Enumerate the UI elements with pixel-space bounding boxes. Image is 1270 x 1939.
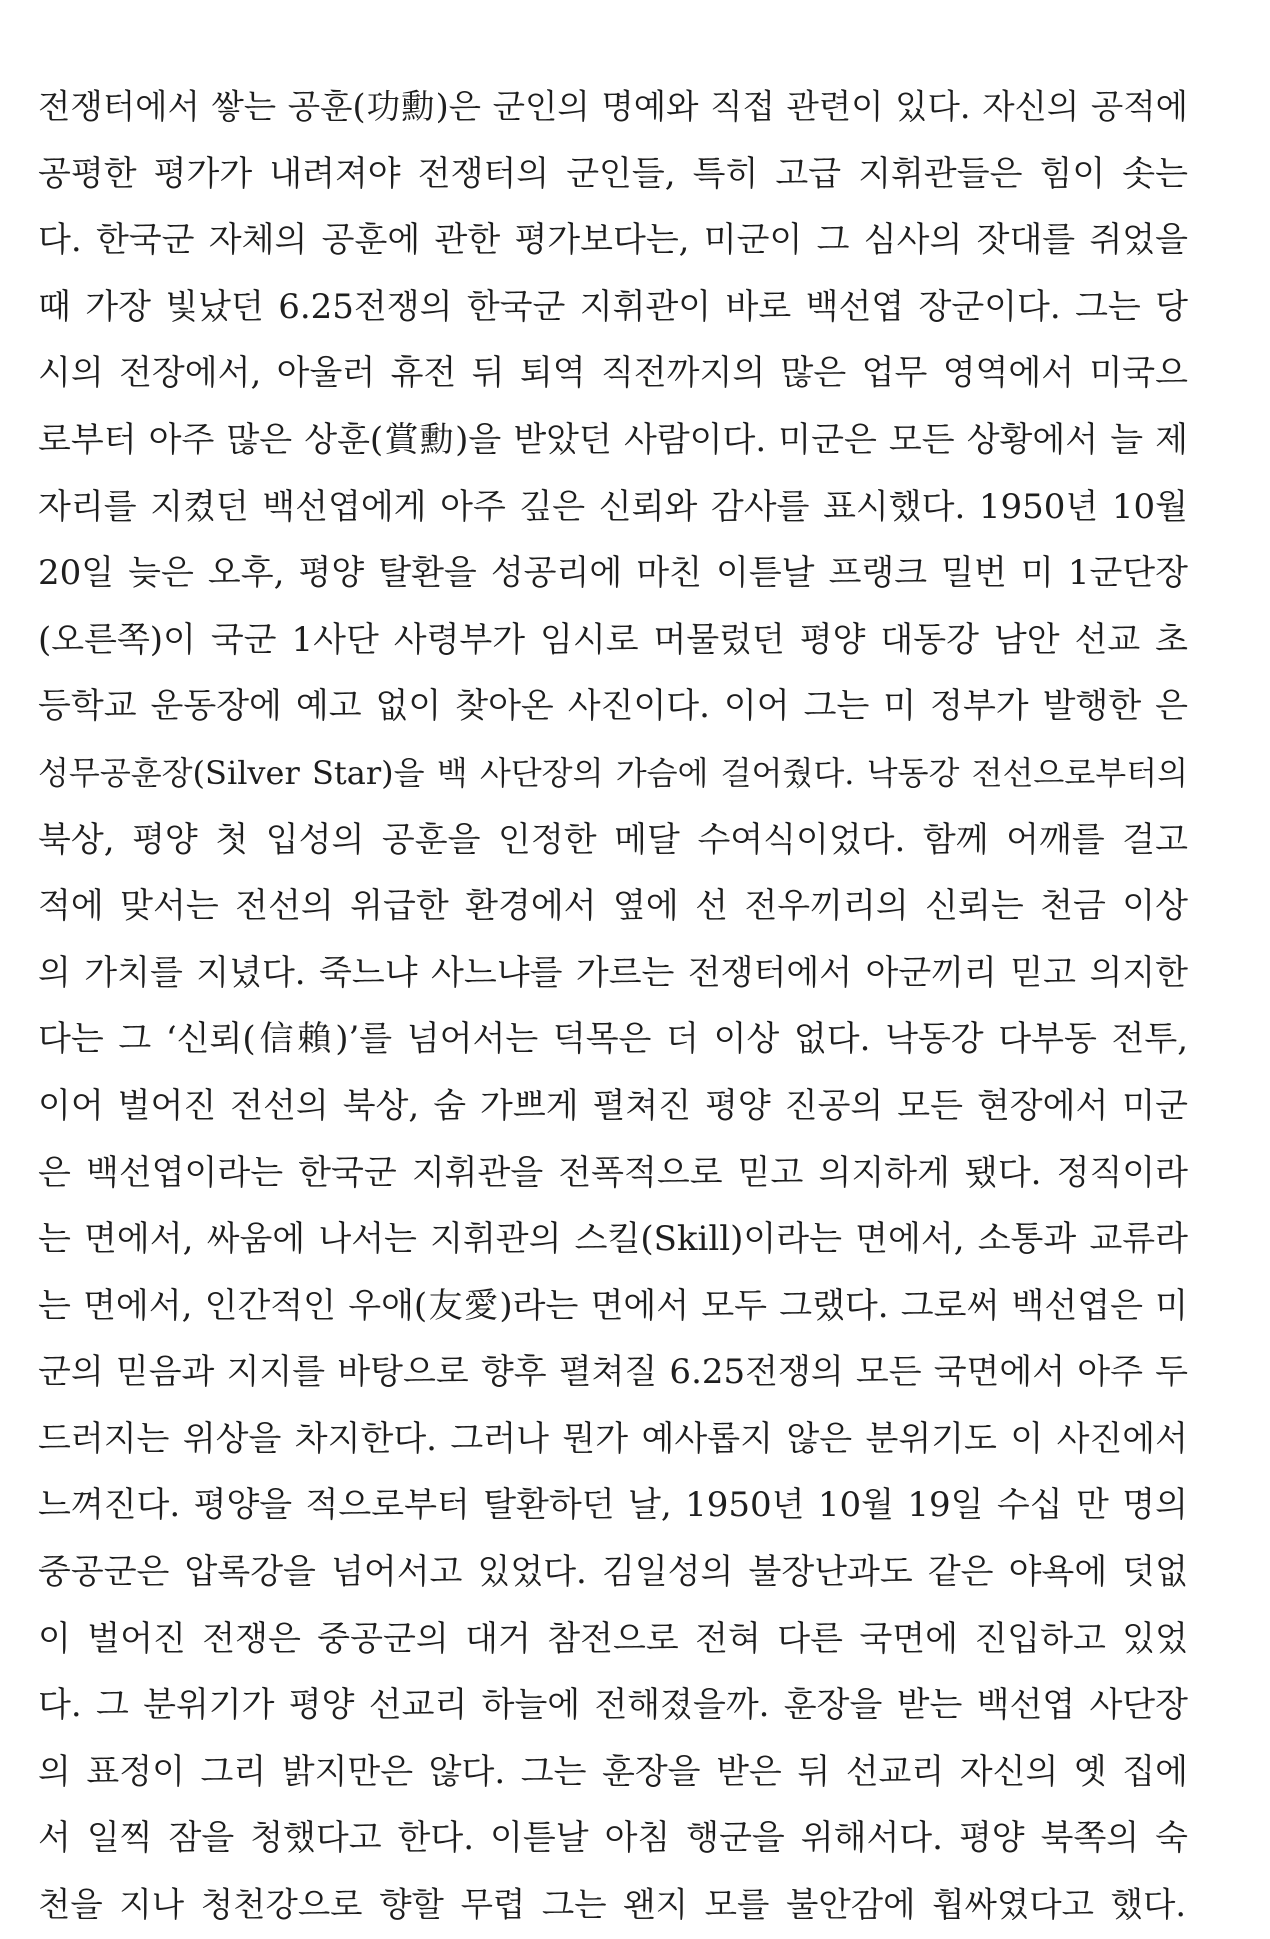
paragraph-line: 공평한 평가가 내려져야 전쟁터의 군인들, 특히 고급 지휘관들은 힘이 솟는: [38, 153, 1188, 194]
paragraph-line: 서 일찍 잠을 청했다고 한다. 이튿날 아침 행군을 위해서다. 평양 북쪽의 숙: [38, 1818, 1188, 1859]
paragraph-line: 북상, 평양 첫 입성의 공훈을 인정한 메달 수여식이었다. 함께 어깨를 걸고: [38, 819, 1188, 860]
paragraph-line: 이 벌어진 전쟁은 중공군의 대거 참전으로 전혀 다른 국면에 진입하고 있었: [38, 1618, 1188, 1659]
paragraph-line: (오른쪽)이 국군 1사단 사령부가 임시로 머물렀던 평양 대동강 남안 선교 초: [38, 619, 1188, 660]
paragraph-line: 드러지는 위상을 차지한다. 그러나 뭔가 예사롭지 않은 분위기도 이 사진에서: [38, 1418, 1188, 1459]
paragraph-line: 적에 맞서는 전선의 위급한 환경에서 옆에 선 전우끼리의 신뢰는 천금 이상: [38, 886, 1188, 927]
paragraph-line: 로부터 아주 많은 상훈(賞勳)을 받았던 사람이다. 미군은 모든 상황에서 늘 제: [38, 419, 1188, 460]
paragraph-line: 이어 벌어진 전선의 북상, 숨 가쁘게 펼쳐진 평양 진공의 모든 현장에서 미군: [38, 1085, 1188, 1126]
paragraph-line: 시의 전장에서, 아울러 휴전 뒤 퇴역 직전까지의 많은 업무 영역에서 미국으: [38, 353, 1188, 394]
paragraph-line: 는 면에서, 싸움에 나서는 지휘관의 스킬(Skill)이라는 면에서, 소통과 교류라: [38, 1219, 1188, 1260]
paragraph-line: 중공군은 압록강을 넘어서고 있었다. 김일성의 불장난과도 같은 야욕에 덧없: [38, 1552, 1188, 1593]
paragraph-line: 는 면에서, 인간적인 우애(友愛)라는 면에서 모두 그랬다. 그로써 백선엽은 미: [38, 1285, 1188, 1326]
paragraph-line: 천을 지나 청천강으로 향할 무렵 그는 왠지 모를 불안감에 휩싸였다고 했다.: [38, 1885, 1186, 1925]
paragraph-line: 의 표정이 그리 밝지만은 않다. 그는 훈장을 받은 뒤 선교리 자신의 옛 집에: [38, 1751, 1188, 1792]
paragraph-line: 느껴진다. 평양을 적으로부터 탈환하던 날, 1950년 10월 19일 수십 만 명의: [38, 1485, 1188, 1526]
paragraph-line: 20일 늦은 오후, 평양 탈환을 성공리에 마친 이튿날 프랭크 밀번 미 1군단장: [38, 553, 1188, 594]
paragraph-line: 때 가장 빛났던 6.25전쟁의 한국군 지휘관이 바로 백선엽 장군이다. 그는 당: [38, 286, 1188, 327]
paragraph-line: 성무공훈장(Silver Star)을 백 사단장의 가슴에 걸어줬다. 낙동강 전선으로부터의: [38, 753, 1188, 792]
paragraph-line: 자리를 지켰던 백선엽에게 아주 깊은 신뢰와 감사를 표시했다. 1950년 10월: [38, 486, 1188, 527]
paragraph-line: 의 가치를 지녔다. 죽느냐 사느냐를 가르는 전쟁터에서 아군끼리 믿고 의지한: [38, 952, 1188, 993]
paragraph-line: 군의 믿음과 지지를 바탕으로 향후 펼쳐질 6.25전쟁의 모든 국면에서 아주 두: [38, 1352, 1188, 1393]
paragraph-line: 전쟁터에서 쌓는 공훈(功勳)은 군인의 명예와 직접 관련이 있다. 자신의 공적에: [38, 87, 1188, 126]
paragraph-line: 등학교 운동장에 예고 없이 찾아온 사진이다. 이어 그는 미 정부가 발행한 은: [38, 686, 1188, 727]
paragraph-line: 다. 한국군 자체의 공훈에 관한 평가보다는, 미군이 그 심사의 잣대를 쥐었을: [38, 220, 1188, 261]
paragraph-line: 다는 그 ‘신뢰(信賴)’를 넘어서는 덕목은 더 이상 없다. 낙동강 다부동 전투,: [38, 1019, 1188, 1060]
body-paragraph: [38, 74, 1188, 1939]
paragraph-line: 은 백선엽이라는 한국군 지휘관을 전폭적으로 믿고 의지하게 됐다. 정직이라: [38, 1152, 1188, 1193]
paragraph-line: 다. 그 분위기가 평양 선교리 하늘에 전해졌을까. 훈장을 받는 백선엽 사단장: [38, 1685, 1188, 1726]
